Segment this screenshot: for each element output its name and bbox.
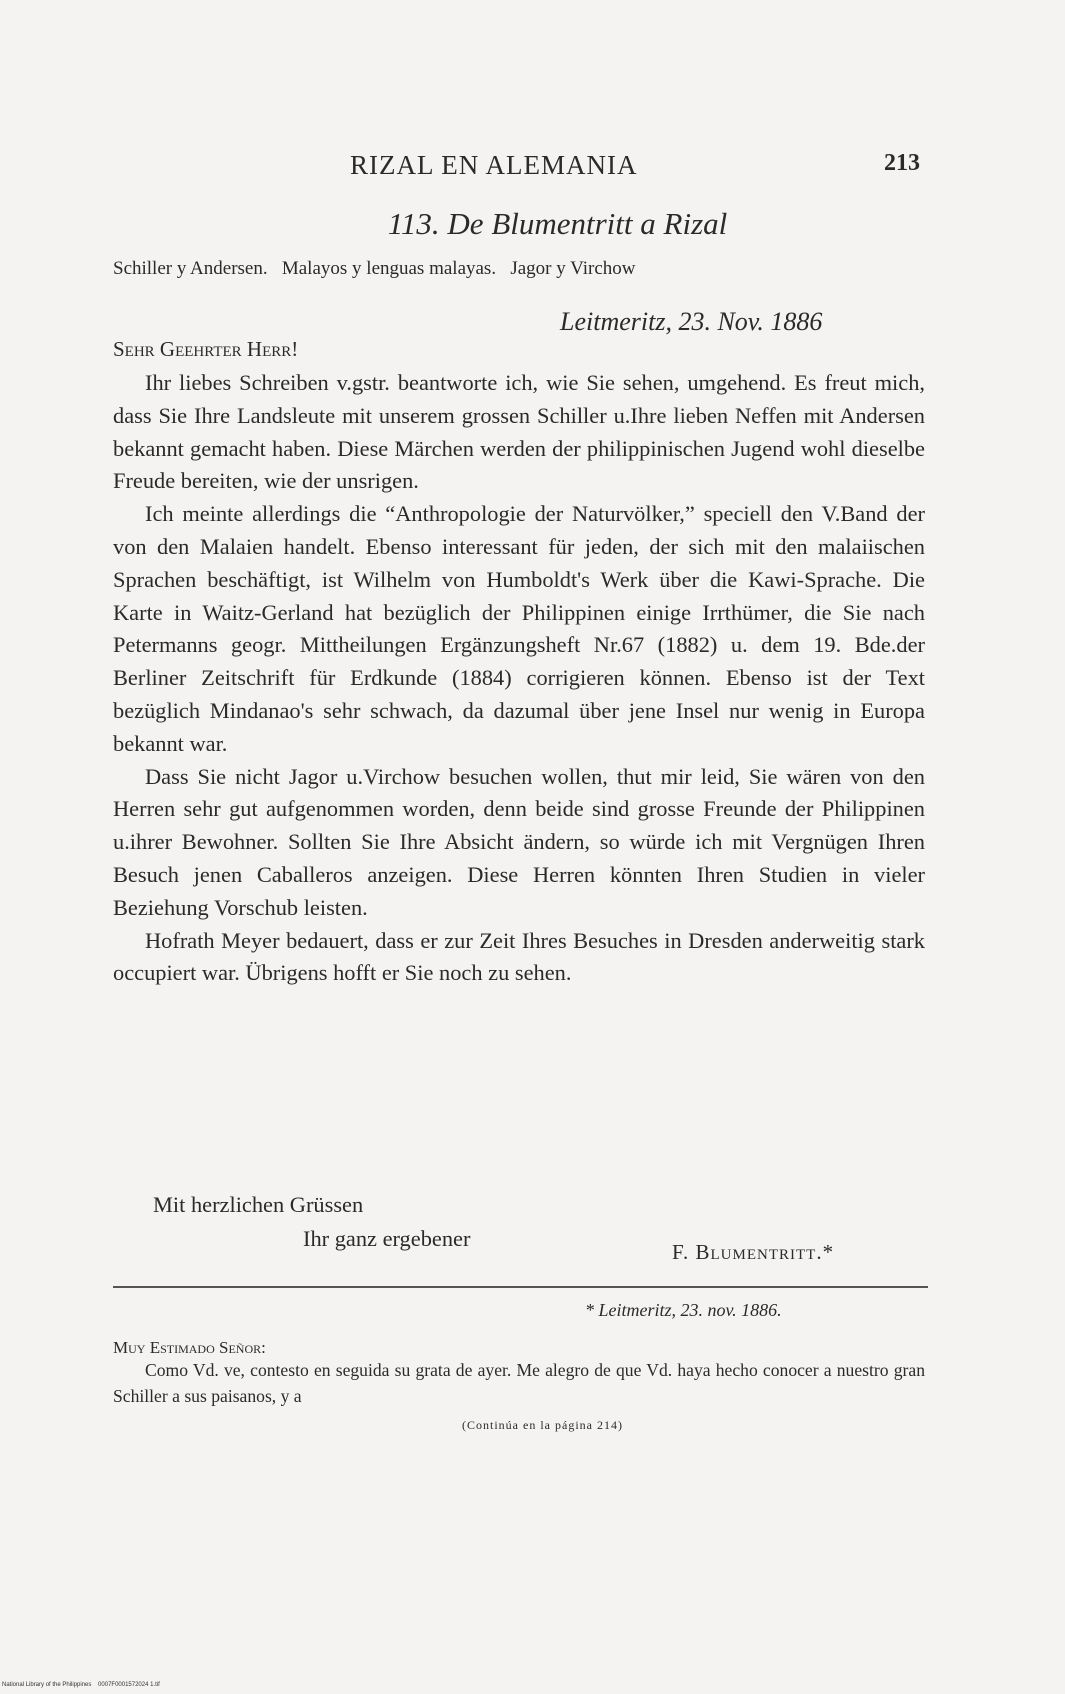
page-number: 213 — [884, 150, 920, 176]
paragraph: Ihr liebes Schreiben v.gstr. beantworte ich, wie Sie sehen, umgehend. Es freut mich, dass Sie Ihre Landsleute mit unserem grossen Schiller u.Ihre lieben Neffen mit Andersen bekannt gemacht haben. Diese Märchen werden der philippinischen Jugend wohl dieselbe Freude bereiten, wie der unsrigen. — [113, 370, 925, 494]
closing-line: Ihr ganz ergebener — [303, 1226, 471, 1251]
footnote-text: Como Vd. ve, contesto en seguida su grata de ayer. Me alegro de que Vd. haya hecho conocer a nuestro gran Schiller a sus paisanos, y a — [113, 1360, 925, 1406]
closing — [153, 1188, 470, 1256]
provenance-footer: National Library of the Philippines 0007F0001572024 1.tif — [2, 1682, 160, 1688]
paragraph: Hofrath Meyer bedauert, dass er zur Zeit Ihres Besuches in Dresden anderweitig stark occupiert war. Übrigens hofft er Sie noch zu sehen. — [113, 927, 925, 986]
place-date: Leitmeritz, 23. Nov. 1886 — [560, 307, 823, 336]
running-head-title: RIZAL EN ALEMANIA — [350, 150, 638, 180]
salutation: Sehr Geehrter Herr! — [113, 337, 299, 361]
running-head — [120, 150, 920, 190]
letter-summary: Schiller y Andersen. Malayos y lenguas malayas. Jagor y Virchow — [113, 258, 636, 279]
closing-line: Mit herzlichen Grüssen — [153, 1192, 364, 1217]
footnote-date: * Leitmeritz, 23. nov. 1886. — [585, 1300, 782, 1320]
continuation-note: (Continúa en la página 214) — [462, 1418, 623, 1432]
footnote-salutation: Muy Estimado Señor: — [113, 1338, 266, 1357]
paragraph: Ich meinte allerdings die “Anthropologie der Naturvölker,” speciell den V.Band der von den Malaien handelt. Ebenso interessant für jeden, der sich mit den malaiischen Sprachen beschäftigt, ist Wilhelm von Humboldt's Werk über die Kawi-Sprache. Die Karte in Waitz-Gerland hat bezüglich der Philippinen einige Irrthümer, die Sie nach Petermanns geogr. Mittheilungen Ergänzungsheft Nr.67 (1882) u. dem 19. Bde.der Berliner Zeitschrift für Erdkunde (1884) corrigieren können. Ebenso ist der Text bezüglich Mindanao's sehr schwach, da dazumal über jene Insel nur wenig in Europa bekannt war. — [113, 501, 925, 756]
footnote-body — [113, 1357, 925, 1409]
signature: F. Blumentritt.* — [672, 1240, 835, 1264]
letter-title: 113. De Blumentritt a Rizal — [387, 206, 728, 241]
paragraph: Dass Sie nicht Jagor u.Virchow besuchen wollen, thut mir leid, Sie wären von den Herren sehr gut aufgenommen worden, denn beide sind grosse Freunde der Philippinen u.ihrer Bewohner. Sollten Sie Ihre Absicht ändern, so würde ich mit Vergnügen Ihren Besuch jenen Caballeros anzeigen. Diese Herren könnten Ihren Studien in vieler Beziehung Vorschub leisten. — [113, 763, 925, 920]
footnote-divider — [113, 1286, 928, 1288]
letter-body — [113, 367, 925, 990]
